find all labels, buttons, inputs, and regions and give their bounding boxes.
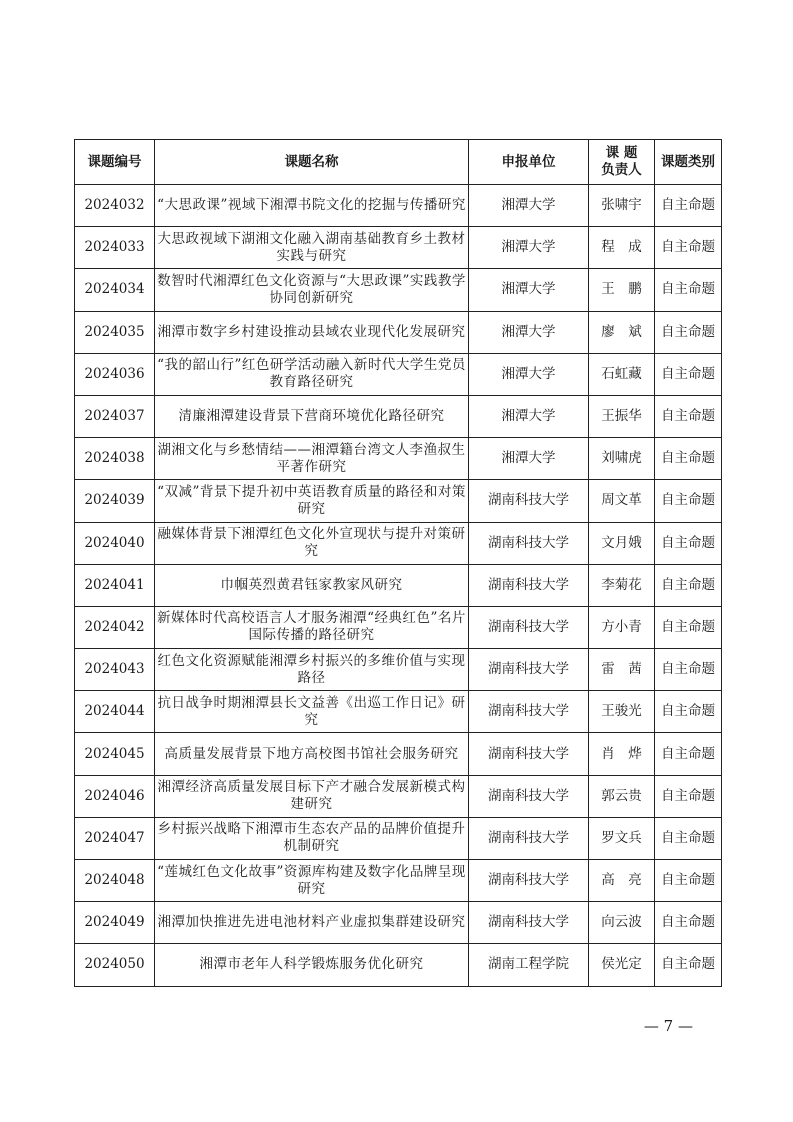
cell-unit: 湘潭大学 xyxy=(469,438,589,480)
cell-lead: 高 亮 xyxy=(589,860,655,902)
cell-name: 数智时代湘潭红色文化资源与“大思政课”实践教学协同创新研究 xyxy=(155,269,469,311)
table-row xyxy=(75,649,722,691)
cell-code: 2024047 xyxy=(75,817,155,859)
table-row xyxy=(75,860,722,902)
cell-code: 2024048 xyxy=(75,860,155,902)
cell-code: 2024049 xyxy=(75,902,155,944)
table-row xyxy=(75,944,722,986)
header-lead-line2: 负责人 xyxy=(601,162,642,178)
cell-code: 2024039 xyxy=(75,480,155,522)
cell-lead: 张啸宇 xyxy=(589,185,655,227)
cell-unit: 湖南科技大学 xyxy=(469,564,589,606)
cell-unit: 湖南科技大学 xyxy=(469,691,589,733)
cell-lead: 程 成 xyxy=(589,227,655,269)
cell-name: 新媒体时代高校语言人才服务湘潭“经典红色”名片国际传播的路径研究 xyxy=(155,606,469,648)
header-name: 课题名称 xyxy=(155,140,469,185)
cell-type: 自主命题 xyxy=(655,775,722,817)
cell-code: 2024032 xyxy=(75,185,155,227)
cell-type: 自主命题 xyxy=(655,860,722,902)
cell-code: 2024042 xyxy=(75,606,155,648)
table-row xyxy=(75,817,722,859)
cell-code: 2024036 xyxy=(75,353,155,395)
header-lead xyxy=(589,140,655,185)
cell-name: “双减”背景下提升初中英语教育质量的路径和对策研究 xyxy=(155,480,469,522)
cell-lead: 李菊花 xyxy=(589,564,655,606)
cell-lead: 周文革 xyxy=(589,480,655,522)
cell-type: 自主命题 xyxy=(655,691,722,733)
cell-type: 自主命题 xyxy=(655,649,722,691)
cell-lead: 方小青 xyxy=(589,606,655,648)
cell-lead: 王振华 xyxy=(589,395,655,437)
cell-lead: 雷 茜 xyxy=(589,649,655,691)
cell-type: 自主命题 xyxy=(655,353,722,395)
cell-name: 高质量发展背景下地方高校图书馆社会服务研究 xyxy=(155,733,469,775)
cell-unit: 湘潭大学 xyxy=(469,353,589,395)
cell-type: 自主命题 xyxy=(655,564,722,606)
cell-unit: 湘潭大学 xyxy=(469,227,589,269)
cell-lead: 文月娥 xyxy=(589,522,655,564)
cell-unit: 湖南科技大学 xyxy=(469,480,589,522)
header-code: 课题编号 xyxy=(75,140,155,185)
cell-code: 2024034 xyxy=(75,269,155,311)
table-row xyxy=(75,185,722,227)
cell-name: 抗日战争时期湘潭县长文益善《出巡工作日记》研究 xyxy=(155,691,469,733)
cell-code: 2024033 xyxy=(75,227,155,269)
cell-code: 2024043 xyxy=(75,649,155,691)
cell-type: 自主命题 xyxy=(655,185,722,227)
cell-code: 2024041 xyxy=(75,564,155,606)
table-row xyxy=(75,269,722,311)
table-row xyxy=(75,353,722,395)
page-number: — 7 — xyxy=(643,1017,693,1035)
cell-name: 湖湘文化与乡愁情结——湘潭籍台湾文人李渔叔生平著作研究 xyxy=(155,438,469,480)
cell-unit: 湖南工程学院 xyxy=(469,944,589,986)
cell-type: 自主命题 xyxy=(655,817,722,859)
cell-name: “大思政课”视域下湘潭书院文化的挖掘与传播研究 xyxy=(155,185,469,227)
table-row xyxy=(75,606,722,648)
cell-lead: 石虹藏 xyxy=(589,353,655,395)
cell-unit: 湖南科技大学 xyxy=(469,649,589,691)
cell-unit: 湖南科技大学 xyxy=(469,606,589,648)
cell-name: 大思政视域下湖湘文化融入湖南基础教育乡土教材实践与研究 xyxy=(155,227,469,269)
cell-lead: 侯光定 xyxy=(589,944,655,986)
cell-lead: 郭云贵 xyxy=(589,775,655,817)
table-row xyxy=(75,775,722,817)
cell-code: 2024046 xyxy=(75,775,155,817)
header-type: 课题类别 xyxy=(655,140,722,185)
cell-name: 湘潭市数字乡村建设推动县域农业现代化发展研究 xyxy=(155,311,469,353)
cell-lead: 王骏光 xyxy=(589,691,655,733)
cell-code: 2024040 xyxy=(75,522,155,564)
cell-type: 自主命题 xyxy=(655,733,722,775)
cell-unit: 湖南科技大学 xyxy=(469,817,589,859)
cell-lead: 罗文兵 xyxy=(589,817,655,859)
cell-lead: 刘啸虎 xyxy=(589,438,655,480)
project-table xyxy=(74,139,722,987)
cell-lead: 王 鹏 xyxy=(589,269,655,311)
table-row xyxy=(75,438,722,480)
cell-unit: 湖南科技大学 xyxy=(469,733,589,775)
cell-type: 自主命题 xyxy=(655,606,722,648)
table-row xyxy=(75,522,722,564)
cell-unit: 湖南科技大学 xyxy=(469,775,589,817)
cell-code: 2024045 xyxy=(75,733,155,775)
cell-name: 湘潭市老年人科学锻炼服务优化研究 xyxy=(155,944,469,986)
cell-type: 自主命题 xyxy=(655,269,722,311)
cell-code: 2024038 xyxy=(75,438,155,480)
table-row xyxy=(75,564,722,606)
cell-name: 湘潭经济高质量发展目标下产才融合发展新模式构建研究 xyxy=(155,775,469,817)
header-unit: 申报单位 xyxy=(469,140,589,185)
cell-lead: 肖 烨 xyxy=(589,733,655,775)
cell-unit: 湘潭大学 xyxy=(469,395,589,437)
cell-code: 2024037 xyxy=(75,395,155,437)
header-lead-line1: 课 题 xyxy=(605,145,638,161)
table-row xyxy=(75,691,722,733)
cell-type: 自主命题 xyxy=(655,395,722,437)
table-row xyxy=(75,311,722,353)
cell-unit: 湖南科技大学 xyxy=(469,860,589,902)
cell-unit: 湘潭大学 xyxy=(469,269,589,311)
cell-name: 湘潭加快推进先进电池材料产业虚拟集群建设研究 xyxy=(155,902,469,944)
cell-name: 融媒体背景下湘潭红色文化外宣现状与提升对策研究 xyxy=(155,522,469,564)
cell-code: 2024035 xyxy=(75,311,155,353)
cell-name: 红色文化资源赋能湘潭乡村振兴的多维价值与实现路径 xyxy=(155,649,469,691)
table-row xyxy=(75,733,722,775)
table-row xyxy=(75,395,722,437)
table-row xyxy=(75,480,722,522)
cell-code: 2024044 xyxy=(75,691,155,733)
cell-type: 自主命题 xyxy=(655,902,722,944)
cell-lead: 向云波 xyxy=(589,902,655,944)
cell-type: 自主命题 xyxy=(655,522,722,564)
cell-type: 自主命题 xyxy=(655,227,722,269)
cell-name: “我的韶山行”红色研学活动融入新时代大学生党员教育路径研究 xyxy=(155,353,469,395)
cell-type: 自主命题 xyxy=(655,311,722,353)
cell-name: 巾帼英烈黄君钰家教家风研究 xyxy=(155,564,469,606)
table-body xyxy=(75,185,722,987)
table-row xyxy=(75,902,722,944)
table-row xyxy=(75,227,722,269)
cell-name: “莲城红色文化故事”资源库构建及数字化品牌呈现研究 xyxy=(155,860,469,902)
cell-type: 自主命题 xyxy=(655,480,722,522)
cell-lead: 廖 斌 xyxy=(589,311,655,353)
cell-unit: 湘潭大学 xyxy=(469,311,589,353)
cell-unit: 湘潭大学 xyxy=(469,185,589,227)
cell-name: 清廉湘潭建设背景下营商环境优化路径研究 xyxy=(155,395,469,437)
cell-type: 自主命题 xyxy=(655,438,722,480)
table-header-row xyxy=(75,140,722,185)
cell-name: 乡村振兴战略下湘潭市生态农产品的品牌价值提升机制研究 xyxy=(155,817,469,859)
cell-type: 自主命题 xyxy=(655,944,722,986)
cell-unit: 湖南科技大学 xyxy=(469,522,589,564)
cell-code: 2024050 xyxy=(75,944,155,986)
cell-unit: 湖南科技大学 xyxy=(469,902,589,944)
